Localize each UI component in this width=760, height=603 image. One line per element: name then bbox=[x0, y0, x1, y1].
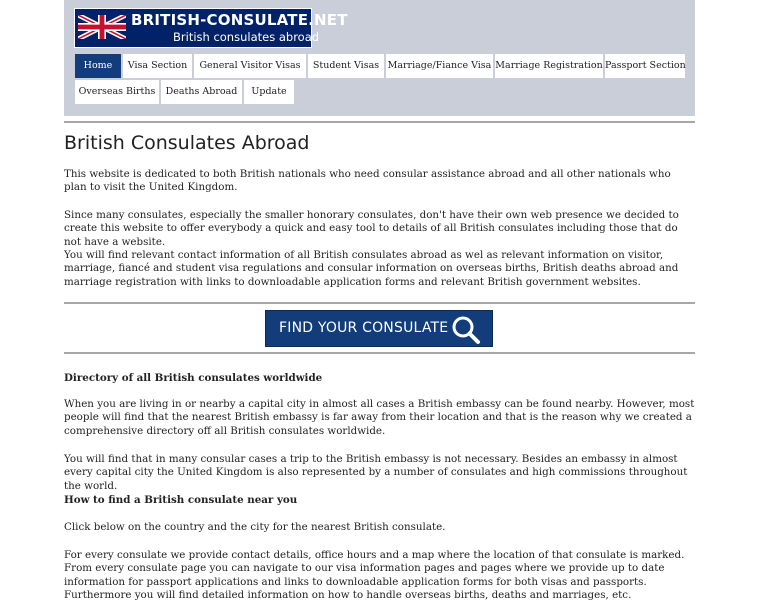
site-logo[interactable] bbox=[74, 8, 348, 48]
nav-row-1 bbox=[74, 53, 686, 79]
nav-item-general-visitor-visas[interactable]: General Visitor Visas bbox=[193, 53, 307, 79]
nav-item-visa-section[interactable]: Visa Section bbox=[122, 53, 193, 79]
nav-item-home[interactable]: Home bbox=[74, 53, 122, 79]
nav-item-deaths-abroad[interactable]: Deaths Abroad bbox=[160, 79, 243, 105]
divider bbox=[64, 121, 695, 123]
site-header bbox=[64, 0, 695, 116]
find-consulate-label: FIND YOUR CONSULATE bbox=[279, 320, 449, 336]
directory-paragraph: When you are living in or nearby a capital city in almost all cases a British embassy can be found nearby. However, most people will find that the nearest British embassy is far away from their location and that is the reason why we created a comprehensive directory off all British consulates worldwide. bbox=[64, 398, 695, 437]
directory-heading: Directory of all British consulates worldwide bbox=[64, 372, 323, 384]
nav-item-update[interactable]: Update bbox=[243, 79, 295, 105]
intro-paragraph: This website is dedicated to both British nationals who need consular assistance abroad and all other nationals who plan to visit the United Kingdom. bbox=[64, 168, 671, 194]
main-nav bbox=[74, 53, 686, 105]
intro-paragraph: Since many consulates, especially the smaller honorary consulates, don't have their own web presence we decided to create this website to offer everybody a quick and easy tool to details of all British consulates including those that do not have a website. bbox=[64, 209, 679, 248]
nav-item-student-visas[interactable]: Student Visas bbox=[307, 53, 385, 79]
nav-item-passport-section[interactable]: Passport Section bbox=[604, 53, 686, 79]
nav-item-marriage-fiance-visa[interactable]: Marriage/Fiance Visa bbox=[385, 53, 494, 79]
intro-paragraph: You will find relevant contact information of all British consulates abroad as wel as relevant information on visitor, marriage, fiancé and student visa regulations and consular information on overseas births, British deaths abroad and marriage registration with links to downloadable application forms and relevant British government websites. bbox=[64, 249, 679, 288]
nav-row-2 bbox=[74, 79, 686, 105]
magnifier-search-icon bbox=[450, 315, 482, 345]
howto-heading: How to find a British consulate near you bbox=[64, 494, 298, 506]
union-jack-flag-icon bbox=[78, 12, 126, 42]
page-title: British Consulates Abroad bbox=[64, 132, 310, 154]
divider bbox=[64, 352, 695, 354]
nav-item-marriage-registration[interactable]: Marriage Registration bbox=[494, 53, 604, 79]
nav-item-overseas-births[interactable]: Overseas Births bbox=[74, 79, 160, 105]
find-consulate-button[interactable] bbox=[265, 310, 493, 347]
directory-paragraph: You will find that in many consular cases a trip to the British embassy is not necessary. Besides an embassy in almost every capital city the United Kingdom is also represented by a number of consulates and high commissions throughout the world. bbox=[64, 453, 688, 492]
site-name: BRITISH-CONSULATE.NET bbox=[131, 11, 348, 29]
howto-paragraph: For every consulate we provide contact details, office hours and a map where the location of that consulate is marked. From every consulate page you can navigate to our visa information pages and pages where we provide up to date information for passport applications and links to downloadable application forms for both visas and passports. Furthermore you will find detailed information on how to handle overseas births, deaths and marriages, etc. bbox=[64, 549, 685, 602]
divider bbox=[64, 302, 695, 304]
site-tagline: British consulates abroad bbox=[173, 30, 320, 44]
howto-paragraph: Click below on the country and the city for the nearest British consulate. bbox=[64, 521, 446, 533]
